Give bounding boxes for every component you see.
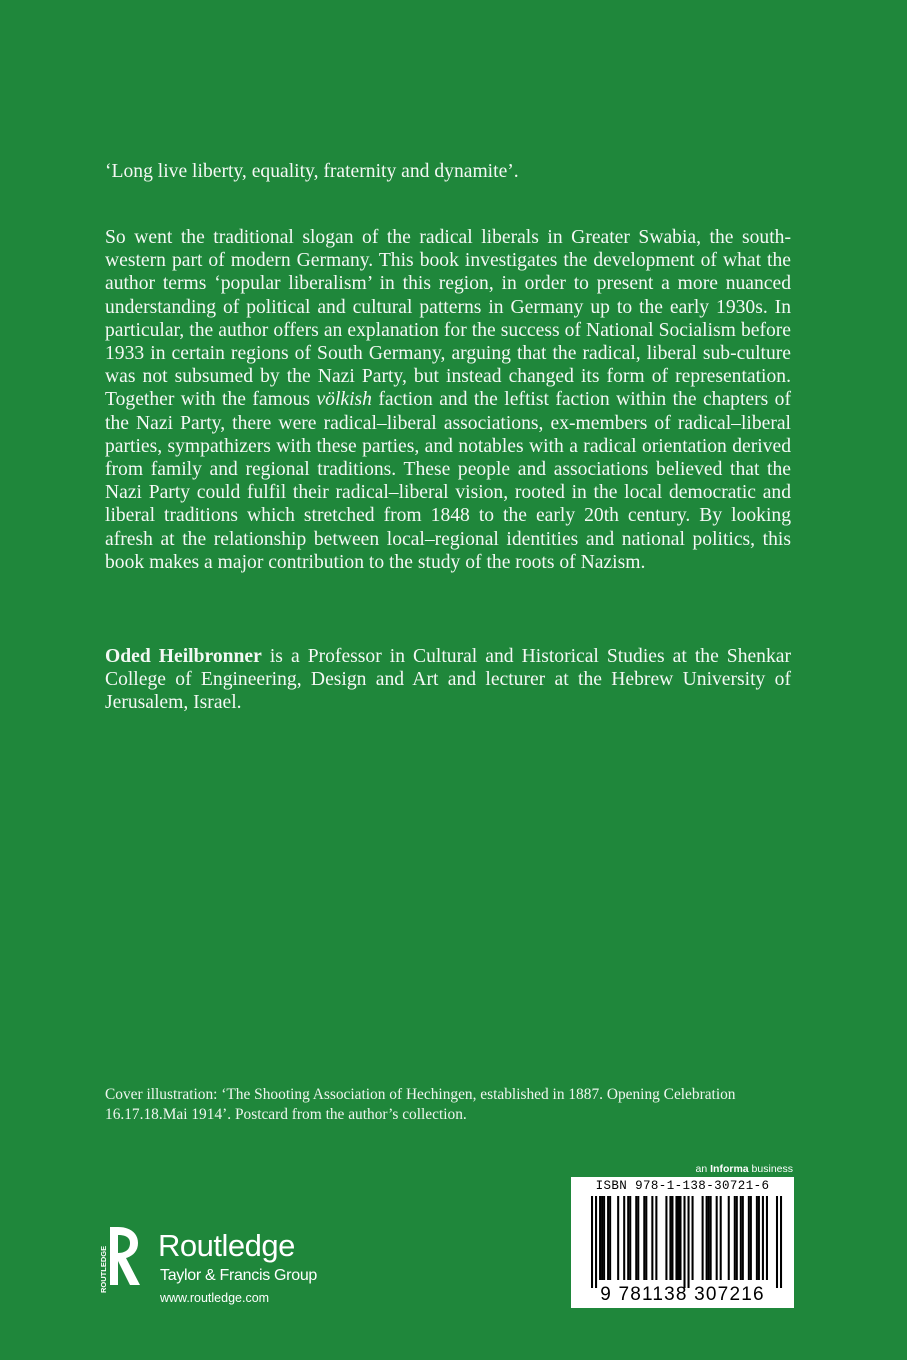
barcode-bar [748,1196,750,1280]
barcode-bar [728,1196,730,1280]
barcode-bar [637,1196,639,1280]
routledge-logo-mark-icon [100,1223,146,1295]
isbn-barcode [571,1177,794,1308]
barcode-bar [740,1196,742,1280]
barcode-bar [617,1196,619,1280]
author-name: Oded Heilbronner [105,646,262,667]
barcode-digits: 9 781138 307216 [600,1284,765,1305]
barcode-bar [603,1196,605,1280]
barcode-bar [677,1196,679,1280]
barcode-bar [776,1196,778,1288]
logo-mark-vertical-text: ROUTLEDGE [99,1245,108,1293]
description-paragraph [105,226,791,574]
barcode-bar [595,1196,597,1288]
barcode-bar [643,1196,645,1280]
barcode-bar [627,1196,629,1280]
barcode-bar [780,1196,782,1288]
barcode-bars [579,1196,786,1288]
description-text-2: faction and the leftist faction within the chapters of the Nazi Party, there were radical–liberal associations, ex-members of radical–liberal parties, sympathizers with these parties, and notables with a radical orientation derived from family and regional traditions. These people and associations believed that the Nazi Party could fulfil their radical–liberal vision, rooted in the local democratic and liberal traditions which stretched from 1848 to the early 20th century. By looking afresh at the relationship between local–regional identities and national politics, this book makes a major contribution to the study of the roots of Nazism. [105,389,791,573]
informa-bold: Informa [710,1163,749,1175]
author-bio-text: is a Professor in Cultural and Historical Studies at the Shenkar College of Engineering, Design and Art and lecturer at the Hebrew University of Jerusalem, Israel. [105,646,792,714]
publisher-logo [100,1223,360,1313]
informa-suffix: business [748,1163,793,1175]
publisher-url: www.routledge.com [160,1291,270,1305]
barcode-bar [736,1196,738,1280]
barcode-bar [750,1196,752,1280]
barcode-bar [669,1196,671,1280]
barcode-bar [708,1196,710,1280]
publisher-group: Taylor & Francis Group [160,1267,318,1284]
barcode-bar [635,1196,637,1280]
barcode-bar [710,1196,712,1280]
informa-business-tag [696,1163,793,1175]
barcode-bar [706,1196,708,1280]
barcode-bar [607,1196,609,1280]
barcode-bar [675,1196,677,1280]
barcode-bar [679,1196,681,1280]
cover-illustration-credit: Cover illustration: ‘The Shooting Association of Hechingen, established in 1887. Opening Celebration 16.17.18.Mai 1914’. Postcard from the author’s collection. [105,1086,736,1124]
barcode-bar [591,1196,593,1288]
publisher-name: Routledge [158,1228,295,1263]
barcode-bar [734,1196,736,1280]
barcode-bar [762,1196,764,1280]
barcode-bar [671,1196,673,1280]
informa-prefix: an [695,1163,711,1175]
book-description [105,226,791,574]
isbn-label: ISBN 978-1-138-30721-6 [595,1179,770,1193]
description-text-1: So went the traditional slogan of the radical liberals in Greater Swabia, the south-western part of modern Germany. This book investigates the development of what the author terms ‘popular liberalism’ in this region, in order to present a more nuanced understanding of political and cultural patterns in Germany up to the early 1930s. In particular, the author offers an explanation for the success of National Socialism before 1933 in certain regions of South Germany, arguing that the radical, liberal sub-culture was not subsumed by the Nazi Party, but instead changed its form of representation. Together with the famous [105,227,791,411]
barcode-bar [645,1196,647,1280]
barcode-bar [609,1196,611,1280]
barcode-bar [651,1196,653,1280]
barcode-bar [601,1196,603,1280]
barcode-bar [720,1196,722,1280]
barcode-bar [599,1196,601,1280]
author-bio [105,645,791,715]
barcode-bar [716,1196,718,1280]
description-italic-term: völkish [316,389,372,411]
barcode-bar [742,1196,744,1280]
barcode-bar [683,1196,685,1288]
barcode-bar [623,1196,625,1280]
barcode-bar [692,1196,694,1280]
barcode-bar [655,1196,657,1280]
barcode-bar [688,1196,690,1288]
barcode-bar [629,1196,631,1280]
epigraph: ‘Long live liberty, equality, fraternity and dynamite’. [105,161,519,182]
barcode-bar [766,1196,768,1280]
barcode-bar [758,1196,760,1280]
barcode-bar [702,1196,704,1280]
barcode-bar [665,1196,667,1280]
barcode-bar [756,1196,758,1280]
